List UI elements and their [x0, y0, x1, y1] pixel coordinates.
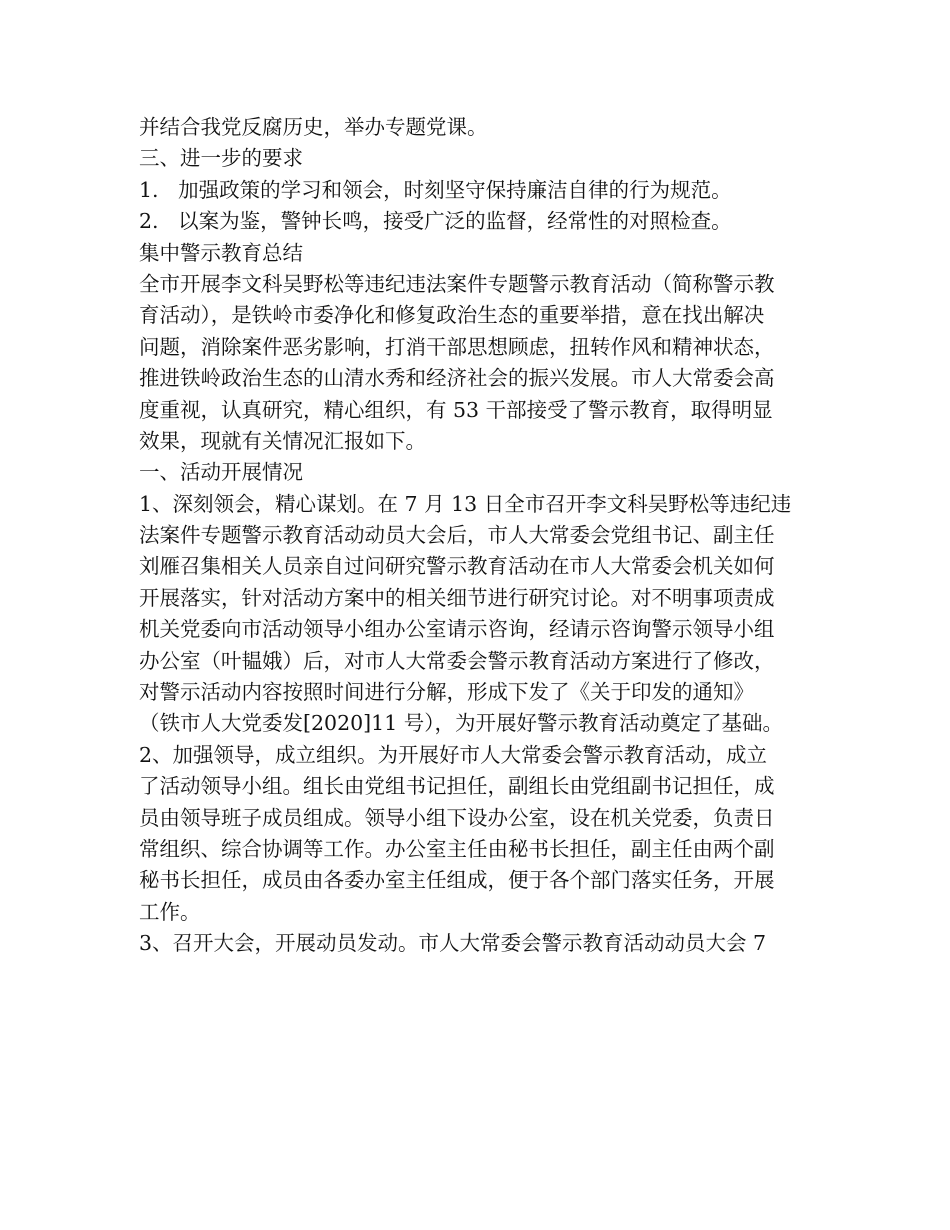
text-line: 机关党委向市活动领导小组办公室请示咨询，经请示咨询警示领导小组: [139, 617, 775, 642]
text-line: 2、加强领导，成立组织。为开展好市人大常委会警示教育活动，成立: [139, 742, 768, 767]
text-line: 员由领导班子成员组成。领导小组下设办公室，设在机关党委，负责日: [139, 805, 775, 830]
text-line: 对警示活动内容按照时间进行分解，形成下发了《关于印发的通知》: [139, 680, 754, 705]
text-line: 秘书长担任，成员由各委办室主任组成，便于各个部门落实任务，开展: [139, 868, 775, 893]
text-line: 并结合我党反腐历史，举办专题党课。: [139, 115, 488, 139]
numbered-item: 2. 以案为鉴，警钟长鸣，接受广泛的监督，经常性的对照检查。: [139, 209, 732, 234]
text-line: 推进铁岭政治生态的山清水秀和经济社会的振兴发展。市人大常委会高: [139, 366, 775, 391]
text-line: 度重视，认真研究，精心组织，有 53 干部接受了警示教育，取得明显: [139, 397, 773, 422]
document-title: 集中警示教育总结: [139, 240, 303, 265]
text-line: 效果，现就有关情况汇报如下。: [139, 428, 426, 453]
text-line: 工作。: [139, 899, 201, 924]
text-line: 1、深刻领会，精心谋划。在 7 月 13 日全市召开李文科吴野松等违纪违: [139, 491, 792, 516]
text-line: 刘雁召集相关人员亲自过问研究警示教育活动在市人大常委会机关如何: [139, 554, 775, 579]
text-line: （铁市人大党委发[2020]11 号），为开展好警示教育活动奠定了基础。: [139, 711, 784, 736]
document-body: [139, 112, 819, 960]
text-line: 常组织、综合协调等工作。办公室主任由秘书长担任，副主任由两个副: [139, 836, 775, 861]
text-line: 法案件专题警示教育活动动员大会后，市人大常委会党组书记、副主任: [139, 523, 775, 548]
text-line: 全市开展李文科吴野松等违纪违法案件专题警示教育活动（简称警示教: [139, 271, 775, 296]
text-line: 开展落实，针对活动方案中的相关细节进行研究讨论。对不明事项责成: [139, 585, 775, 610]
numbered-item: 1. 加强政策的学习和领会，时刻坚守保持廉洁自律的行为规范。: [139, 177, 732, 202]
section-heading: 一、活动开展情况: [139, 460, 303, 485]
text-line: 了活动领导小组。组长由党组书记担任，副组长由党组副书记担任，成: [139, 774, 775, 799]
text-line: 办公室（叶韫娥）后，对市人大常委会警示教育活动方案进行了修改，: [139, 648, 775, 673]
text-line: 育活动），是铁岭市委净化和修复政治生态的重要举措，意在找出解决: [139, 303, 765, 328]
section-heading: 三、进一步的要求: [139, 146, 303, 171]
text-line: 问题，消除案件恶劣影响，打消干部思想顾虑，扭转作风和精神状态，: [139, 334, 775, 359]
text-line: 3、召开大会，开展动员发动。市人大常委会警示教育活动动员大会 7: [139, 931, 767, 956]
